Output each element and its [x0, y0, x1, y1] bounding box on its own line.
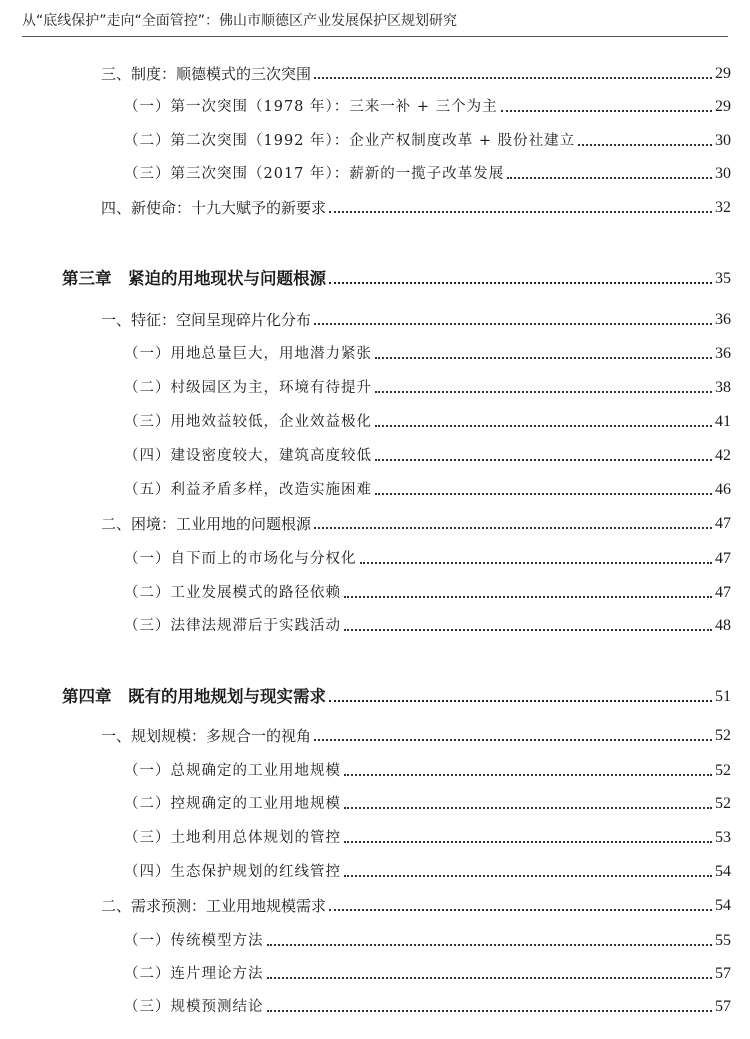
running-head: 从“底线保护”走向“全面管控”：佛山市顺德区产业发展保护区规划研究 [22, 13, 458, 29]
toc-entry-sub [124, 160, 731, 184]
dot-leader [375, 425, 712, 427]
dot-leader [375, 391, 712, 393]
dot-leader [267, 1010, 713, 1012]
toc-entry-label: （三）规模预测结论 [124, 999, 264, 1015]
toc-entry-label: 第三章 紧迫的用地现状与问题根源 [62, 269, 326, 288]
dot-leader [267, 944, 713, 946]
toc-entry-sub [124, 579, 731, 603]
toc-entry-label: 四、新使命：十九大赋予的新要求 [101, 199, 327, 217]
toc-entry-sub [124, 824, 731, 848]
toc-entry-sub [124, 476, 731, 500]
toc-entry-label: 一、特征：空间呈现碎片化分布 [101, 311, 312, 329]
toc-entry-page: 55 [715, 932, 731, 949]
toc-entry-section [101, 892, 731, 916]
toc-entry-label: （一）第一次突围（1978 年）：三来一补 + 三个为主 [124, 99, 498, 115]
toc-entry-label: （二）第二次突围（1992 年）：企业产权制度改革 + 股份社建立 [124, 133, 576, 149]
toc-entry-label: （一）传统模型方法 [124, 933, 264, 949]
toc-entry-sub [124, 927, 731, 951]
toc-entry-section [101, 60, 731, 84]
toc-entry-section [101, 194, 731, 218]
toc-entry-label: （二）控规确定的工业用地规模 [124, 796, 341, 812]
toc-entry-page: 47 [715, 515, 731, 532]
toc-entry-label: 二、困境：工业用地的问题根源 [101, 515, 312, 533]
toc-entry-sub [124, 960, 731, 984]
dot-leader [267, 977, 713, 979]
toc-entry-label: （三）第三次突围（2017 年）：薪新的一揽子改革发展 [124, 166, 505, 182]
toc-entry-label: （一）用地总量巨大，用地潜力紧张 [124, 346, 372, 362]
toc-entry-label: 三、制度：顺德模式的三次突围 [101, 65, 312, 83]
toc-entry-section [101, 510, 731, 534]
toc-entry-section [101, 722, 731, 746]
toc-entry-sub [124, 858, 731, 882]
toc-entry-label: （二）工业发展模式的路径依赖 [124, 585, 341, 601]
toc-entry-page: 52 [715, 795, 731, 812]
toc-entry-label: （一）自下而上的市场化与分权化 [124, 551, 357, 567]
toc-entry-page: 36 [715, 345, 731, 362]
dot-leader [344, 875, 712, 877]
toc-entry-sub [124, 408, 731, 432]
toc-entry-sub [124, 442, 731, 466]
toc-entry-label: （二）连片理论方法 [124, 966, 264, 982]
toc-entry-page: 54 [715, 897, 731, 914]
dot-leader [344, 807, 712, 809]
toc-entry-page: 29 [715, 98, 731, 115]
toc-entry-chapter [62, 265, 731, 289]
toc-entry-sub [124, 545, 731, 569]
dot-leader [344, 629, 712, 631]
toc-entry-sub [124, 993, 731, 1017]
toc-entry-page: 52 [715, 727, 731, 744]
toc-entry-label: 二、需求预测：工业用地规模需求 [101, 897, 327, 915]
dot-leader [329, 282, 712, 284]
toc-entry-page: 48 [715, 617, 731, 634]
toc-entry-sub [124, 612, 731, 636]
toc-entry-page: 36 [715, 311, 731, 328]
dot-leader [578, 144, 712, 146]
dot-leader [344, 841, 712, 843]
toc-entry-label: （二）村级园区为主，环境有待提升 [124, 380, 372, 396]
toc-entry-page: 32 [715, 199, 731, 216]
dot-leader [344, 596, 712, 598]
toc-entry-page: 57 [715, 965, 731, 982]
toc-entry-page: 47 [715, 584, 731, 601]
toc-entry-page: 41 [715, 413, 731, 430]
toc-entry-page: 42 [715, 447, 731, 464]
toc-entry-page: 51 [715, 688, 731, 705]
toc-entry-page: 57 [715, 998, 731, 1015]
toc-entry-sub [124, 127, 731, 151]
toc-entry-page: 53 [715, 829, 731, 846]
toc-entry-page: 29 [715, 65, 731, 82]
dot-leader [344, 774, 712, 776]
toc-entry-label: （五）利益矛盾多样，改造实施困难 [124, 482, 372, 498]
toc-entry-section [101, 306, 731, 330]
toc-entry-sub [124, 374, 731, 398]
dot-leader [314, 739, 712, 741]
toc-entry-page: 30 [715, 132, 731, 149]
dot-leader [314, 527, 712, 529]
toc-entry-page: 54 [715, 863, 731, 880]
toc-entry-label: （一）总规确定的工业用地规模 [124, 763, 341, 779]
toc-entry-label: （三）法律法规滞后于实践活动 [124, 618, 341, 634]
toc-entry-page: 52 [715, 762, 731, 779]
toc-entry-page: 30 [715, 165, 731, 182]
toc-entry-label: （三）土地利用总体规划的管控 [124, 830, 341, 846]
toc-entry-chapter [62, 683, 731, 707]
toc-entry-page: 46 [715, 481, 731, 498]
dot-leader [507, 177, 712, 179]
toc-entry-label: 第四章 既有的用地规划与现实需求 [62, 687, 326, 706]
toc-entry-label: 一、规划规模：多规合一的视角 [101, 727, 312, 745]
toc-entry-sub [124, 790, 731, 814]
toc-entry-label: （四）建设密度较大，建筑高度较低 [124, 448, 372, 464]
dot-leader [329, 909, 712, 911]
dot-leader [329, 700, 712, 702]
dot-leader [314, 323, 712, 325]
dot-leader [329, 211, 712, 213]
toc-entry-sub [124, 93, 731, 117]
toc-entry-label: （三）用地效益较低，企业效益极化 [124, 414, 372, 430]
toc-entry-page: 47 [715, 550, 731, 567]
dot-leader [314, 77, 712, 79]
toc-entry-page: 35 [715, 270, 731, 287]
toc-entry-page: 38 [715, 379, 731, 396]
dot-leader [375, 493, 712, 495]
toc-entry-sub [124, 757, 731, 781]
dot-leader [375, 459, 712, 461]
dot-leader [375, 357, 712, 359]
dot-leader [360, 562, 713, 564]
dot-leader [501, 110, 712, 112]
toc-entry-label: （四）生态保护规划的红线管控 [124, 864, 341, 880]
toc-entry-sub [124, 340, 731, 364]
